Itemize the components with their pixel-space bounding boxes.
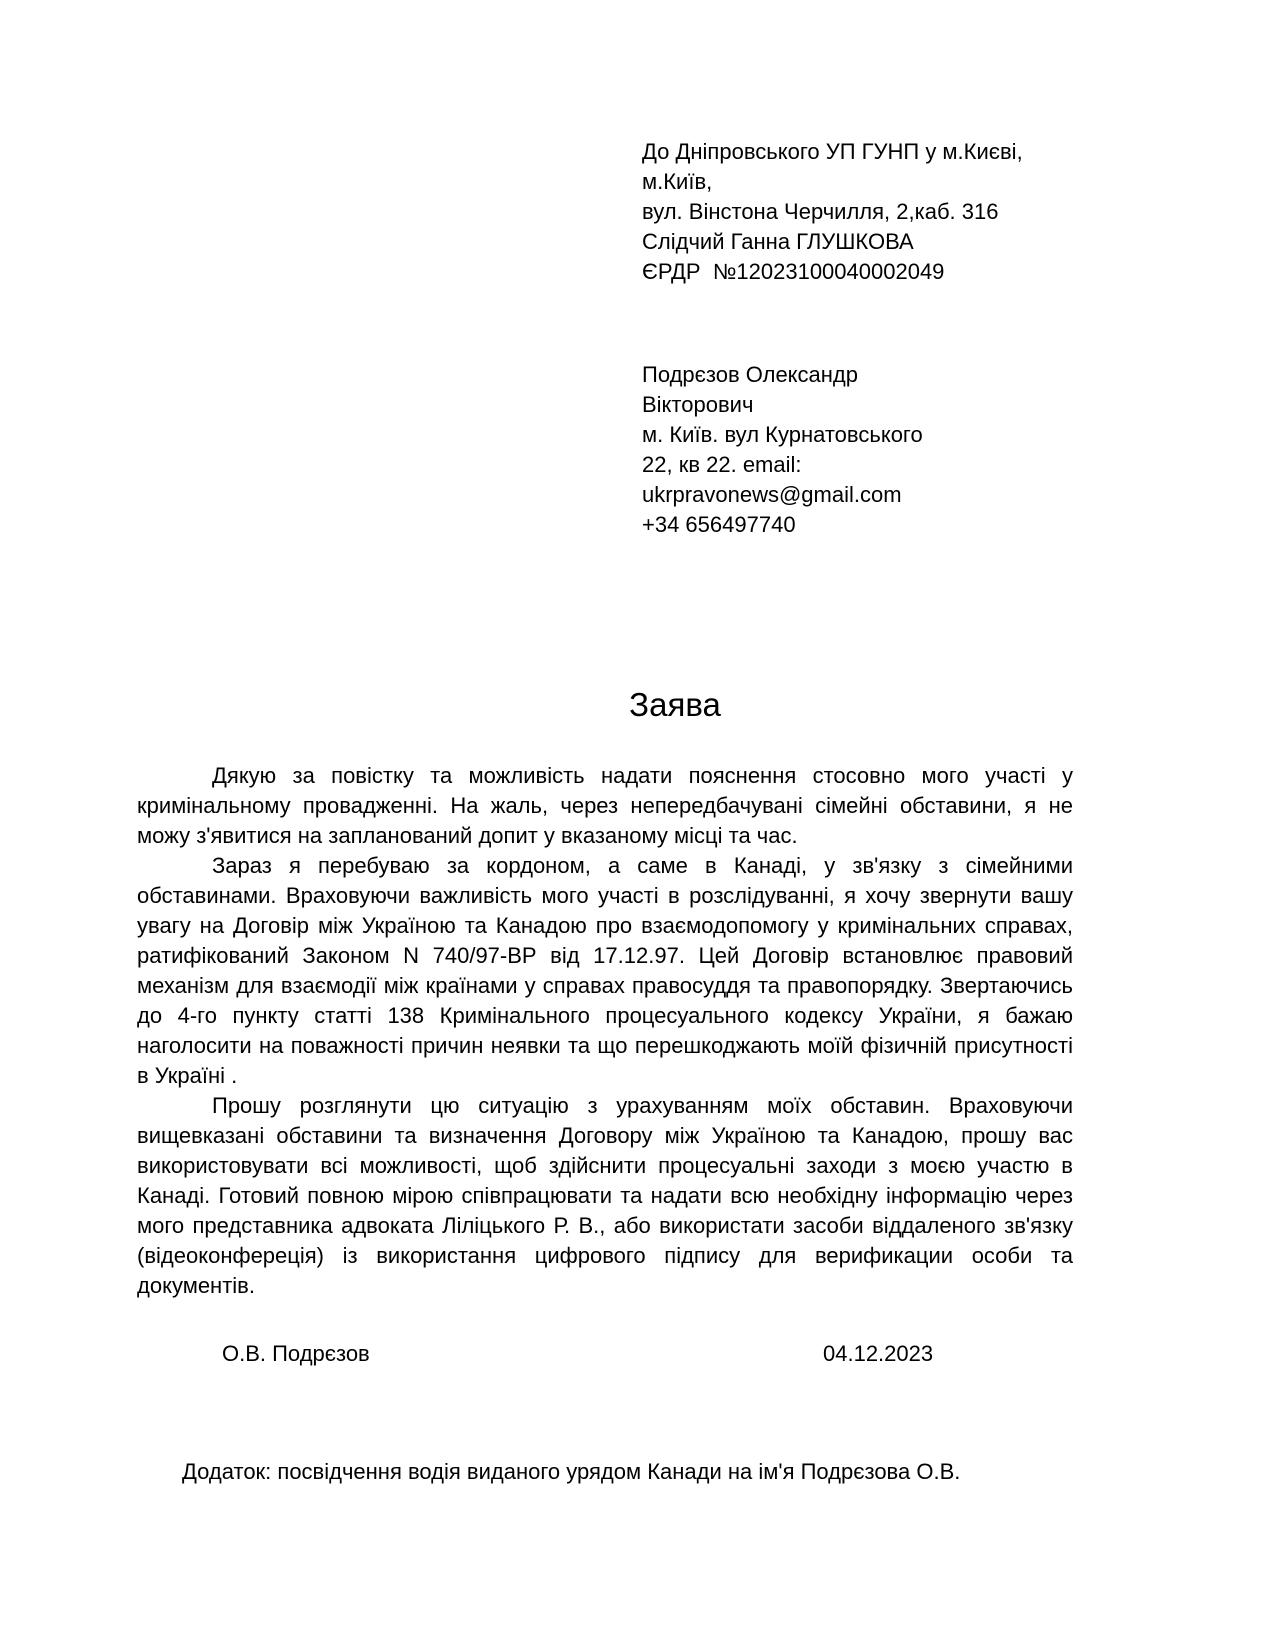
sender-address-line: 22, кв 22. email: <box>642 452 802 477</box>
recipient-address-block <box>642 137 1072 287</box>
signature-row <box>137 1339 1073 1369</box>
sender-name-line: Подрєзов Олександр <box>642 362 859 387</box>
sender-phone: +34 656497740 <box>642 512 796 537</box>
body-paragraph: Прошу розглянути цю ситуацію з урахуванням моїх обставин. Враховуючи вищевказані обставини та визначення Договору між Україною та Канадою, прошу вас використовувати всі можливості, щоб здійснити процесуальні заходи з моєю участю в Канаді. Готовий повною мірою співпрацювати та надати всю необхідну інформацію через мого представника адвоката Ліліцького Р. В., або використати засоби віддаленого зв'язку (відеоконфереція) із використання цифрового підпису для верификации особи та документів. <box>137 1093 1073 1298</box>
sender-name-line: Вікторович <box>642 392 754 417</box>
recipient-line: м.Київ, <box>642 169 713 194</box>
document-body <box>137 761 1073 1301</box>
body-paragraph: Дякую за повістку та можливість надати пояснення стосовно мого участі у кримінальному провадженні. На жаль, через непередбачувані сімейні обставини, я не можу з'явитися на запланований допит у вказаному місці та час. <box>137 763 1073 848</box>
signature-name: О.В. Подрєзов <box>222 1341 370 1366</box>
recipient-line: Слідчий Ганна ГЛУШКОВА <box>642 229 914 254</box>
attachment-note: Додаток: посвідчення водія виданого урядом Канади на ім'я Подрєзова О.В. <box>182 1459 961 1484</box>
signature-date: 04.12.2023 <box>823 1341 934 1366</box>
sender-email: ukrpravonews@gmail.com <box>642 482 902 507</box>
body-paragraph: Зараз я перебуваю за кордоном, а саме в Канаді, у зв'язку з сімейними обставинами. Враховуючи важливість мого участі в розслідуванні, я хочу звернути вашу увагу на Договір між Україною та Канадою про взаємодопомогу у кримінальних справах, ратифікований Законом N 740/97-ВР від 17.12.97. Цей Договір встановлює правовий механізм для взаємодії між країнами у справах правосуддя та правопорядку. Звертаючись до 4-го пункту статті 138 Кримінального процесуального кодексу України, я бажаю наголосити на поважності причин неявки та що перешкоджають моїй фізичній присутності в Україні . <box>137 853 1073 1088</box>
recipient-case-number: ЄРДР №12023100040002049 <box>642 259 945 284</box>
sender-address-block <box>642 360 1072 540</box>
recipient-line: вул. Вінстона Черчилля, 2,каб. 316 <box>642 199 999 224</box>
sender-address-line: м. Київ. вул Курнатовського <box>642 422 923 447</box>
document-title: Заява <box>629 686 721 723</box>
recipient-line: До Дніпровського УП ГУНП у м.Києві, <box>642 139 1023 164</box>
